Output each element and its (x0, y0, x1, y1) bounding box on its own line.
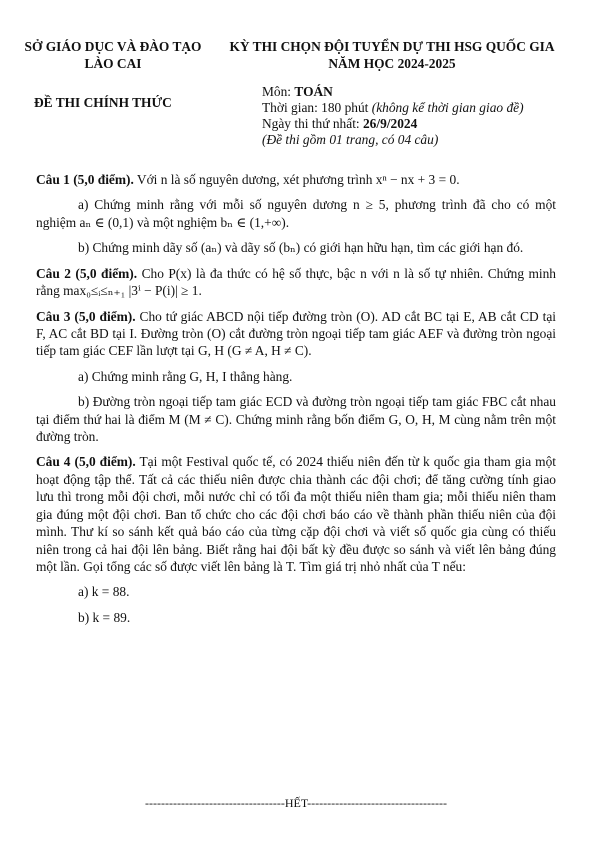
question-4 (36, 453, 556, 575)
question-2-heading: Câu 2 (5,0 điểm). (36, 265, 138, 281)
official-exam-label: ĐỀ THI CHÍNH THỨC (34, 95, 172, 110)
department-name: SỞ GIÁO DỤC VÀ ĐÀO TẠO (24, 39, 202, 54)
page-count-note (262, 132, 524, 148)
exam-content (36, 171, 556, 634)
subject-label: Môn: (262, 84, 295, 99)
province-name: LÀO CAI (84, 56, 142, 71)
time-note: (không kể thời gian giao đề) (371, 100, 524, 115)
question-4-text: Tại một Festival quốc tế, có 2024 thiếu niên đến từ k quốc gia tham gia một hoạt động tập thể. Tất cả các thiếu niên được chia thành các đội chơi; để tăng cường tính giao lưu thì trong mỗi đội chơi, mỗi nước chỉ có tối đa một thiếu niên tham gia; mỗi thiếu niên tham gia đúng một đội chơi. Ban tổ chức cho các đội chơi báo cáo về thành phần thiếu niên của đội mình. Thư kí so sánh kết quả báo cáo của từng cặp đội chơi và viết số quốc gia cùng có thiếu niên trong cả hai đội lên bảng. Biết rằng hai đội bất kỳ đều được so sánh và viết lên bảng đúng một lần. Gọi tổng các số được viết lên bảng là T. Tìm giá trị nhỏ nhất của T nếu: (36, 454, 556, 575)
school-year: NĂM HỌC 2024-2025 (328, 56, 456, 71)
question-4-part-a: a) k = 88. (78, 584, 130, 600)
question-1-part-a: a) Chứng minh rằng với mỗi số nguyên dương n ≥ 5, phương trình đã cho có một nghiệm aₙ ∈ (0,1) và một nghiệm bₙ ∈ (1,+∞). (36, 197, 556, 230)
question-3-text: Cho tứ giác ABCD nội tiếp đường tròn (O). AD cắt BC tại E, AB cắt CD tại F, AC cắt BD tại I. Đường tròn (O) cắt đường tròn ngoại tiếp tam giác AEF và đường tròn ngoại tiếp tam giác CEF lần lượt tại G, H (G ≠ A, H ≠ C). (36, 308, 556, 359)
question-4-part-b: b) k = 89. (78, 609, 131, 625)
exam-meta (262, 84, 524, 148)
question-1-text: Với n là số nguyên dương, xét phương trình xⁿ − nx + 3 = 0. (133, 172, 460, 187)
question-3-intro (36, 308, 556, 360)
exam-title: KỲ THI CHỌN ĐỘI TUYỂN DỰ THI HSG QUỐC GIA (229, 39, 555, 54)
question-4-heading: Câu 4 (5,0 điểm). (36, 454, 136, 470)
question-3-heading: Câu 3 (5,0 điểm). (36, 308, 136, 324)
question-3-part-a: a) Chứng minh rằng G, H, I thẳng hàng. (78, 368, 293, 384)
exam-day-value: 26/9/2024 (362, 116, 418, 131)
exam-day-line (262, 116, 524, 132)
exam-day-label: Ngày thi thứ nhất: (262, 116, 363, 131)
question-2-text: Cho P(x) là đa thức có hệ số thực, bậc n với n là số tự nhiên. Chứng minh rằng max₀≤ᵢ≤ₙ₊₁ |3ⁱ − P(i)| ≥ 1. (36, 265, 556, 299)
time-label: Thời gian: 180 phút (262, 100, 372, 115)
subject-value: TOÁN (294, 84, 333, 99)
subject-line (262, 84, 524, 100)
question-2 (36, 265, 556, 300)
question-1-heading: Câu 1 (5,0 điểm). (36, 172, 134, 187)
end-marker: -----------------------------------HẾT----------------------------------- (145, 796, 447, 810)
time-line (262, 100, 524, 116)
question-3-part-b: b) Đường tròn ngoại tiếp tam giác ECD và đường tròn ngoại tiếp tam giác FBC cắt nhau tại điểm thứ hai là điểm M (M ≠ C). Chứng minh rằng bốn điểm G, O, H, M cùng nằm trên một đường tròn. (36, 394, 556, 445)
exam-header (206, 38, 578, 72)
page-count-text: (Đề thi gồm 01 trang, có 04 câu) (262, 132, 439, 147)
question-1-intro (36, 171, 556, 188)
department-header (22, 38, 204, 72)
question-1-part-b: b) Chứng minh dãy số (aₙ) và dãy số (bₙ) có giới hạn hữu hạn, tìm các giới hạn đó. (78, 240, 524, 256)
